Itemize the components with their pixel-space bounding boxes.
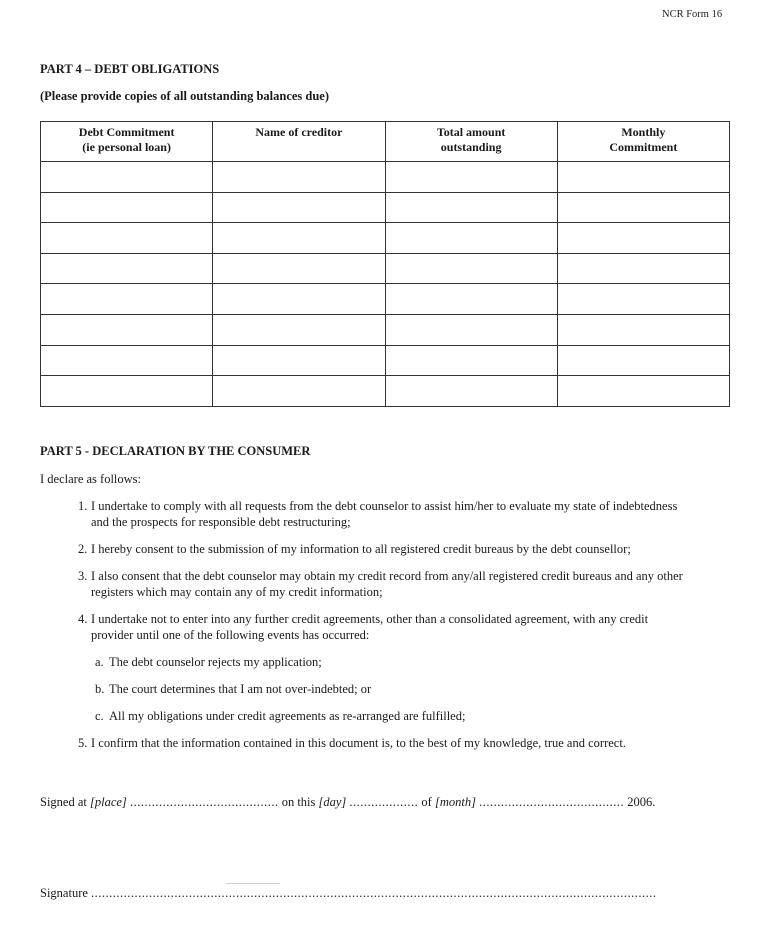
table-cell[interactable]	[385, 162, 557, 193]
declaration-intro: I declare as follows:	[40, 472, 142, 486]
part5-heading: PART 5 - DECLARATION BY THE CONSUMER	[40, 444, 311, 458]
table-cell[interactable]	[41, 284, 213, 315]
part4-heading: PART 4 – DEBT OBLIGATIONS	[40, 62, 220, 76]
subitem-letter: b.	[95, 682, 105, 696]
declaration-item-1	[78, 498, 677, 530]
column-header-creditor: Name of creditor	[213, 122, 385, 162]
year-label: 2006.	[627, 795, 656, 809]
table-cell[interactable]	[557, 223, 729, 254]
table-cell[interactable]	[557, 253, 729, 284]
table-row	[41, 314, 730, 345]
day-label: [day]	[318, 795, 347, 809]
scan-mark	[226, 883, 280, 884]
declaration-subitem-c	[95, 708, 465, 724]
table-row	[41, 284, 730, 315]
table-cell[interactable]	[385, 314, 557, 345]
table-cell[interactable]	[385, 376, 557, 407]
declaration-item-5	[78, 735, 626, 751]
table-cell[interactable]	[557, 314, 729, 345]
table-row	[41, 192, 730, 223]
item-number: 2.	[78, 542, 88, 556]
subitem-letter: c.	[95, 709, 104, 723]
table-cell[interactable]	[213, 223, 385, 254]
item-number: 1.	[78, 499, 88, 513]
item-text: I undertake to comply with all requests from the debt counselor to assist him/her to evaluate my state of indebtedness	[91, 499, 678, 513]
signature-line	[40, 886, 657, 901]
debt-obligations-table	[40, 121, 730, 407]
declaration-item-4	[78, 611, 648, 643]
item-number: 3.	[78, 569, 88, 583]
table-row	[41, 253, 730, 284]
table-cell[interactable]	[213, 345, 385, 376]
table-cell[interactable]	[213, 253, 385, 284]
table-cell[interactable]	[41, 162, 213, 193]
item-text: I hereby consent to the submission of my information to all registered credit bureaus by the debt counsellor;	[91, 542, 631, 556]
table-cell[interactable]	[385, 192, 557, 223]
item-text: I confirm that the information contained in this document is, to the best of my knowledge, true and correct.	[91, 736, 626, 750]
table-cell[interactable]	[557, 162, 729, 193]
table-cell[interactable]	[41, 345, 213, 376]
item-text: I also consent that the debt counselor may obtain my credit record from any/all registered credit bureaus and any other	[91, 569, 683, 583]
table-cell[interactable]	[213, 284, 385, 315]
table-cell[interactable]	[385, 284, 557, 315]
table-cell[interactable]	[213, 162, 385, 193]
item-number: 5.	[78, 736, 88, 750]
signed-at-line	[40, 795, 655, 810]
column-header-total-outstanding: Total amount outstanding	[385, 122, 557, 162]
table-cell[interactable]	[385, 345, 557, 376]
subitem-letter: a.	[95, 655, 104, 669]
item-text: All my obligations under credit agreements as re-arranged are fulfilled;	[109, 709, 466, 723]
table-cell[interactable]	[557, 284, 729, 315]
declaration-subitem-b	[95, 681, 371, 697]
table-cell[interactable]	[557, 345, 729, 376]
day-field[interactable]: ...................	[349, 795, 419, 809]
on-this-label: on this	[281, 795, 316, 809]
item-text: registers which may contain any of my credit information;	[91, 585, 383, 599]
part4-subheading: (Please provide copies of all outstanding balances due)	[40, 89, 330, 103]
table-cell[interactable]	[213, 314, 385, 345]
table-cell[interactable]	[213, 376, 385, 407]
item-text: I undertake not to enter into any further credit agreements, other than a consolidated agreement, with any credit	[91, 612, 649, 626]
month-field[interactable]: ........................................	[479, 795, 625, 809]
item-text: The court determines that I am not over-indebted; or	[109, 682, 372, 696]
table-row	[41, 345, 730, 376]
month-label: [month]	[434, 795, 476, 809]
declaration-item-2	[78, 541, 631, 557]
column-header-monthly-commitment: Monthly Commitment	[557, 122, 729, 162]
place-field[interactable]: .........................................	[129, 795, 279, 809]
declaration-item-3	[78, 568, 683, 600]
signature-label: Signature	[40, 886, 88, 900]
signature-field[interactable]: ............................................................................................................................................................	[91, 886, 657, 900]
item-number: 4.	[78, 612, 88, 626]
declaration-subitem-a	[95, 654, 322, 670]
table-row	[41, 223, 730, 254]
table-cell[interactable]	[557, 192, 729, 223]
place-label: [place]	[90, 795, 127, 809]
table-cell[interactable]	[41, 192, 213, 223]
table-cell[interactable]	[213, 192, 385, 223]
table-cell[interactable]	[41, 223, 213, 254]
item-text: and the prospects for responsible debt restructuring;	[91, 515, 351, 529]
table-row	[41, 162, 730, 193]
table-row	[41, 376, 730, 407]
table-cell[interactable]	[385, 253, 557, 284]
table-cell[interactable]	[41, 376, 213, 407]
table-header-row	[41, 122, 730, 162]
table-cell[interactable]	[41, 314, 213, 345]
column-header-debt-commitment: Debt Commitment (ie personal loan)	[41, 122, 213, 162]
item-text: provider until one of the following events has occurred:	[91, 628, 370, 642]
table-cell[interactable]	[557, 376, 729, 407]
table-cell[interactable]	[385, 223, 557, 254]
of-label: of	[421, 795, 432, 809]
item-text: The debt counselor rejects my application;	[109, 655, 322, 669]
form-number: NCR Form 16	[662, 9, 723, 20]
table-cell[interactable]	[41, 253, 213, 284]
signed-at-label: Signed at	[40, 795, 87, 809]
